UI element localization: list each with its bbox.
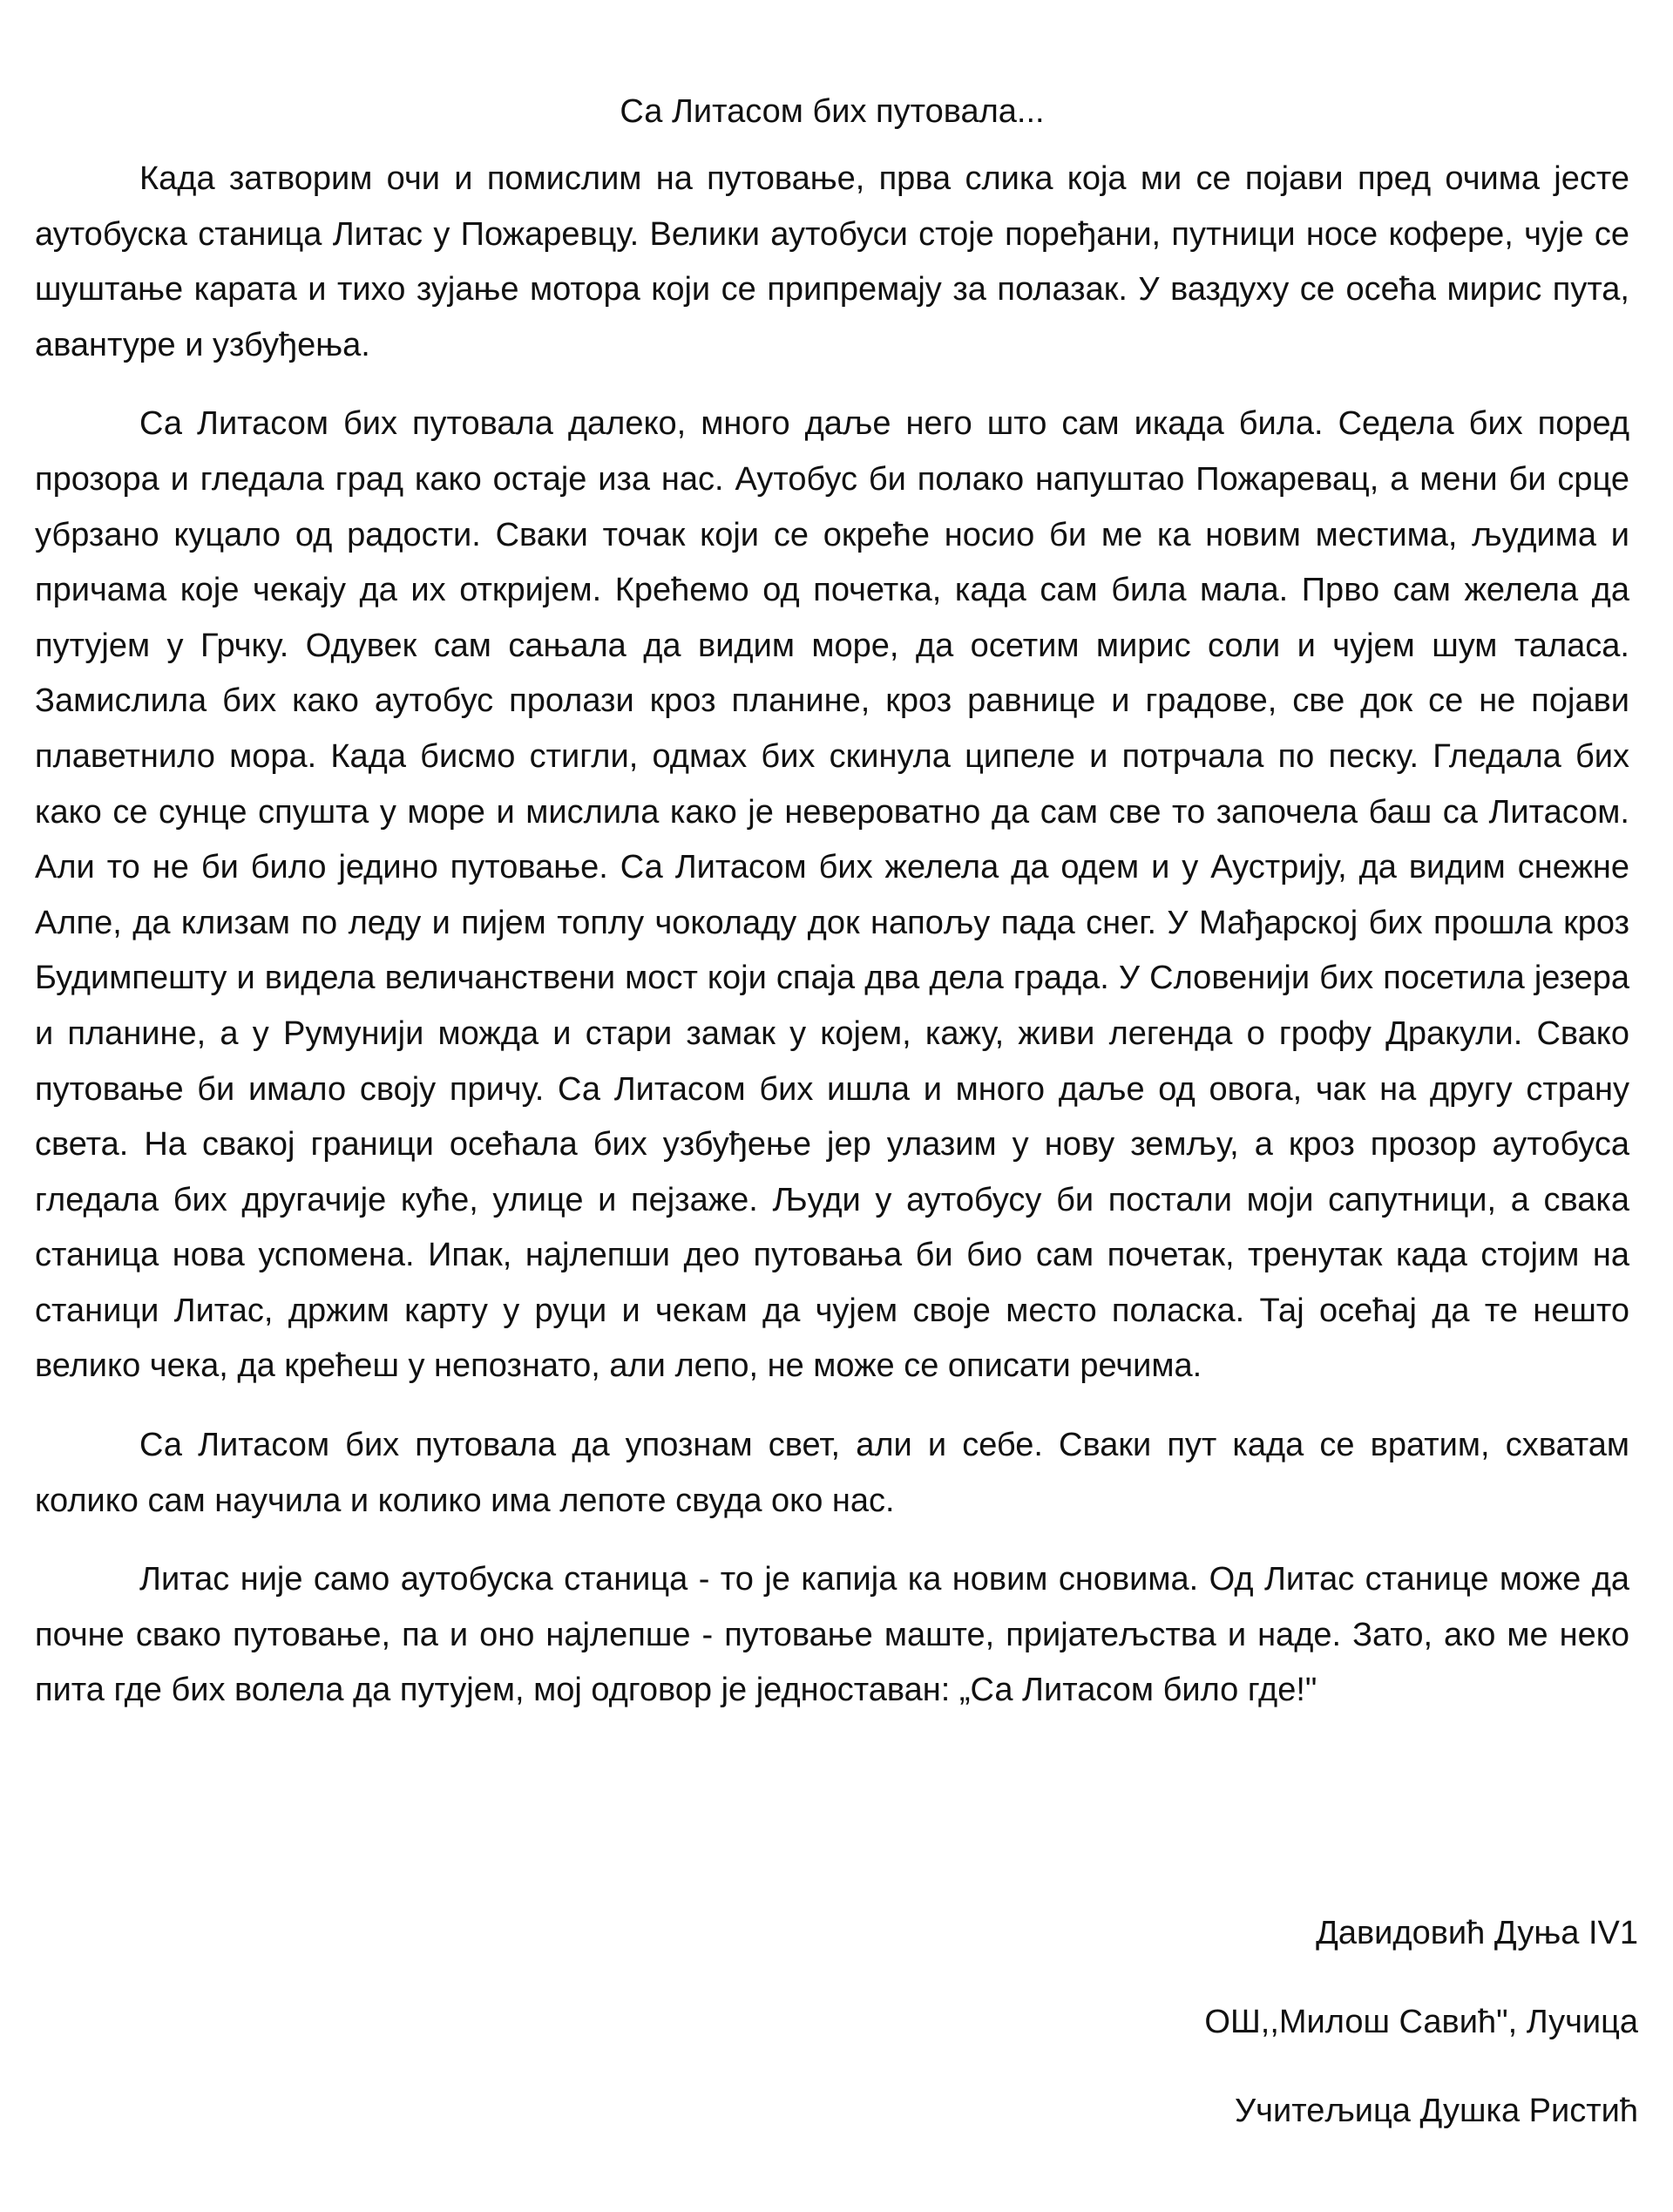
school-signature: ОШ,,Милош Савић", Лучица bbox=[1204, 2004, 1638, 2040]
paragraph-1: Када затворим очи и помислим на путовање, прва слика која ми се појави пред очима јесте аутобуска станица Литас у Пожаревцу. Велики аутобуси стоје поређани, путници носе кофере, чује се шуштање карата и тихо зујање мотора који се припремају за полазак. У ваздуху се осећа мирис пута, авантуре и узбуђења. bbox=[35, 160, 1629, 363]
paragraph-4: Литас није само аутобуска станица - то је капија ка новим сновима. Од Литас станице може да почне свако путовање, па и оно најлепше - путовање маште, пријатељства и наде. Зато, ако ме неко пита где бих волела да путујем, мој одговор је једноставан: „Са Литасом било где!" bbox=[35, 1561, 1629, 1709]
paragraph-3: Са Литасом бих путовала да упознам свет, али и себе. Сваки пут када се вратим, схватам колико сам научила и колико има лепоте свуда око нас. bbox=[35, 1427, 1629, 1519]
document-page bbox=[35, 91, 1629, 1742]
author-signature: Давидовић Дуња IV1 bbox=[1316, 1915, 1638, 1951]
paragraph-2: Са Литасом бих путовала далеко, много даље него што сам икада била. Седела бих поред прозора и гледала град како остаје иза нас. Аутобус би полако напуштао Пожаревац, а мени би срце убрзано куцало од радости. Сваки точак који се окреће носио би ме ка новим местима, људима и причама које чекају да их откријем. Крећемо од почетка, када сам била мала. Прво сам желела да путујем у Грчку. Одувек сам сањала да видим море, да осетим мирис соли и чујем шум таласа. Замислила бих како аутобус пролази кроз планине, кроз равнице и градове, све док се не појави плаветнило мора. Када бисмо стигли, одмах бих скинула ципеле и потрчала по песку. Гледала бих како се сунце спушта у море и мислила како је невероватно да сам све то започела баш са Литасом. Али то не би било једино путовање. Са Литасом бих желела да одем и у Аустрију, да видим снежне Алпе, да клизам по леду и пијем топлу чоколаду док напољу пада снег. У Мађарској бих прошла кроз Будимпешту и видела величанствени мост који спаја два дела града. У Словенији бих посетила језера и планине, а у Румунији можда и стари замак у којем, кажу, живи легенда о грофу Дракули. Свако путовање би имало своју причу. Са Литасом бих ишла и много даље од овога, чак на другу страну света. На свакој граници осећала бих узбуђење јер улазим у нову земљу, а кроз прозор аутобуса гледала бих другачије куће, улице и пејзаже. Људи у аутобусу би постали моји сапутници, а свака станица нова успомена. Ипак, најлепши део путовања би био сам почетак, тренутак када стојим на станици Литас, држим карту у руци и чекам да чујем своје место поласка. Тај осећај да те нешто велико чека, да крећеш у непознато, али лепо, не може се описати речима. bbox=[35, 405, 1629, 1385]
document-title: Са Литасом бих путовала... bbox=[620, 93, 1045, 130]
teacher-signature: Учитељица Душка Ристић bbox=[1235, 2093, 1638, 2129]
